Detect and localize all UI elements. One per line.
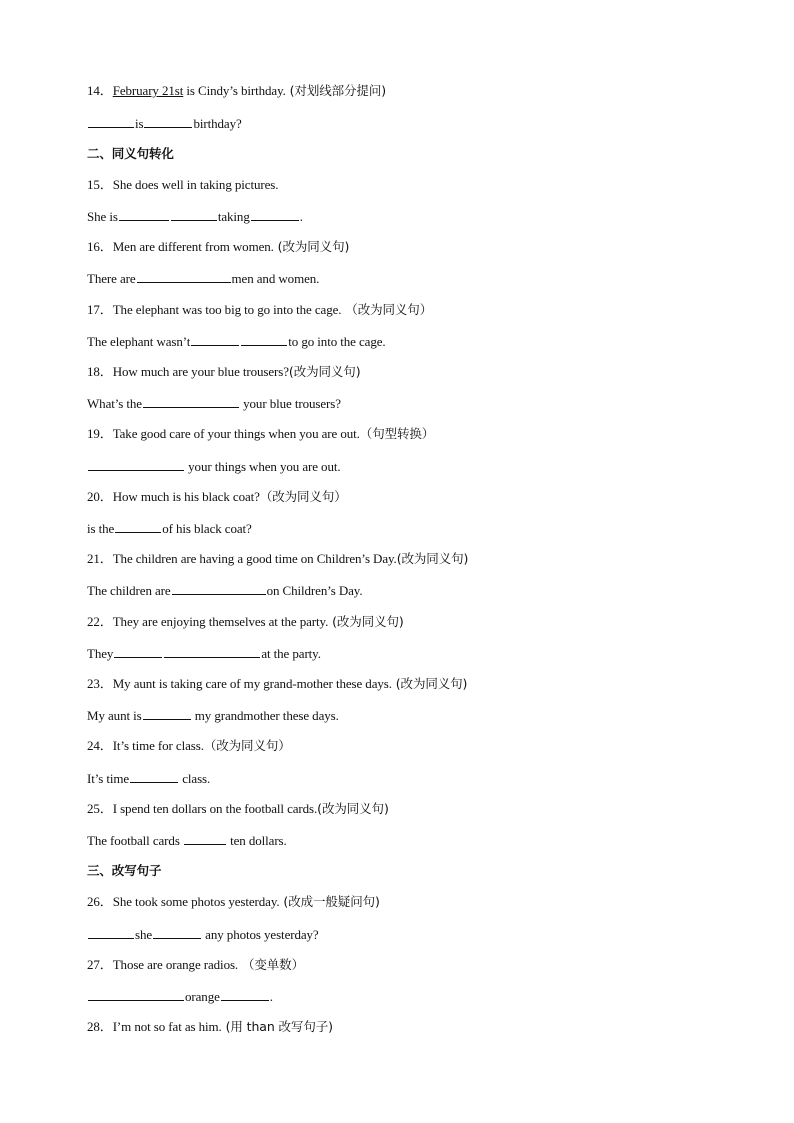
answer-text: is <box>135 116 144 131</box>
answer-blank[interactable] <box>241 333 287 346</box>
instruction-note: (用 than 改写句子) <box>221 1019 333 1034</box>
question-number: 24． <box>87 738 113 753</box>
instruction-note: （变单数） <box>238 957 304 972</box>
instruction-note: (改为同义句) <box>391 676 468 691</box>
question-number: 18． <box>87 364 113 379</box>
question-15 <box>87 177 278 193</box>
answer-26 <box>87 926 319 943</box>
answer-text: at the party. <box>261 646 321 661</box>
answer-blank[interactable] <box>171 208 217 221</box>
instruction-note: (改为同义句) <box>328 614 404 629</box>
answer-text: There are <box>87 271 136 286</box>
answer-blank[interactable] <box>88 988 184 1001</box>
question-text: She does well in taking pictures. <box>112 177 279 192</box>
question-number: 20． <box>87 489 113 504</box>
question-number: 16． <box>87 239 113 254</box>
section-heading-3: 三、改写句子 <box>87 863 162 878</box>
question-text: Those are orange radios. <box>112 957 239 972</box>
answer-text: My aunt is <box>87 708 142 723</box>
question-text: I spend ten dollars on the football cards. <box>112 801 318 816</box>
answer-blank[interactable] <box>88 115 134 128</box>
answer-blank[interactable] <box>164 645 260 658</box>
question-number: 26． <box>87 894 113 909</box>
answer-text: is the <box>87 521 115 536</box>
answer-blank[interactable] <box>115 520 161 533</box>
answer-22 <box>87 645 321 662</box>
answer-27 <box>87 988 273 1005</box>
question-number: 28． <box>87 1019 113 1034</box>
answer-text: orange <box>185 989 220 1004</box>
answer-blank[interactable] <box>88 926 134 939</box>
question-18 <box>87 364 360 380</box>
answer-21 <box>87 582 363 599</box>
answer-blank[interactable] <box>221 988 269 1001</box>
answer-blank[interactable] <box>251 208 299 221</box>
answer-text: your things when you are out. <box>185 459 341 474</box>
answer-blank[interactable] <box>130 770 178 783</box>
instruction-note: (改为同义句) <box>396 551 469 566</box>
instruction-note: (改成一般疑问句) <box>279 894 380 909</box>
question-16 <box>87 239 349 255</box>
question-text: The elephant was too big to go into the cage. <box>112 302 342 317</box>
answer-15 <box>87 208 303 225</box>
instruction-note: （句型转换） <box>359 426 435 441</box>
answer-text: she <box>135 927 153 942</box>
answer-text: on Children’s Day. <box>266 583 363 598</box>
question-28 <box>87 1019 333 1035</box>
answer-14 <box>87 115 242 132</box>
answer-text: taking <box>217 209 250 224</box>
question-20 <box>87 489 347 505</box>
question-text: It’s time for class. <box>112 738 204 753</box>
question-text: My aunt is taking care of my grand-mother these days. <box>112 676 392 691</box>
question-22 <box>87 614 404 630</box>
answer-text: any photos yesterday? <box>202 927 319 942</box>
question-number: 19． <box>87 426 113 441</box>
answer-text: your blue trousers? <box>239 396 341 411</box>
question-27 <box>87 957 304 973</box>
question-text: How much are your blue trousers? <box>112 364 289 379</box>
question-text: The children are having a good time on Children’s Day. <box>112 551 397 566</box>
answer-text: The children are <box>87 583 171 598</box>
answer-17 <box>87 333 386 350</box>
answer-text: of his black coat? <box>162 521 252 536</box>
answer-blank[interactable] <box>184 832 226 845</box>
instruction-note: (改为同义句) <box>317 801 389 816</box>
question-number: 21． <box>87 551 113 566</box>
question-number: 23． <box>87 676 113 691</box>
question-23 <box>87 676 467 692</box>
answer-19 <box>87 458 341 475</box>
question-text: I’m not so fat as him. <box>112 1019 222 1034</box>
answer-16 <box>87 270 319 287</box>
answer-text: They <box>87 646 114 661</box>
question-text: Men are different from women. <box>112 239 274 254</box>
question-19 <box>87 426 434 442</box>
underlined-phrase: February 21st <box>112 83 184 98</box>
answer-blank[interactable] <box>119 208 169 221</box>
question-number: 27． <box>87 957 113 972</box>
answer-blank[interactable] <box>137 270 231 283</box>
question-24 <box>87 738 291 754</box>
instruction-note: （改为同义句） <box>341 302 433 317</box>
answer-text: my grandmother these days. <box>191 708 339 723</box>
answer-text: She is <box>87 209 118 224</box>
answer-text: It’s time <box>87 771 130 786</box>
answer-23 <box>87 707 339 724</box>
section-heading-2: 二、同义句转化 <box>87 146 174 161</box>
answer-25 <box>87 832 287 849</box>
answer-blank[interactable] <box>114 645 162 658</box>
question-text: Take good care of your things when you are out. <box>112 426 360 441</box>
answer-text: The football cards <box>87 833 183 848</box>
question-number: 22． <box>87 614 113 629</box>
question-21 <box>87 551 468 567</box>
answer-text: What’s the <box>87 396 142 411</box>
answer-text: The elephant wasn’t <box>87 334 191 349</box>
question-number: 14． <box>87 83 113 98</box>
answer-text: . <box>299 209 303 224</box>
instruction-note: (对划线部分提问) <box>285 83 387 98</box>
answer-text: men and women. <box>231 271 320 286</box>
question-17 <box>87 302 432 318</box>
answer-20 <box>87 520 252 537</box>
instruction-note: (改为同义句) <box>273 239 350 254</box>
question-number: 15． <box>87 177 113 192</box>
question-number: 25． <box>87 801 113 816</box>
answer-blank[interactable] <box>172 582 266 595</box>
answer-blank[interactable] <box>144 115 192 128</box>
answer-text: class. <box>179 771 211 786</box>
answer-blank[interactable] <box>191 333 239 346</box>
answer-text: ten dollars. <box>226 833 287 848</box>
answer-blank[interactable] <box>143 707 191 720</box>
question-text: She took some photos yesterday. <box>112 894 280 909</box>
instruction-note: (改为同义句) <box>288 364 361 379</box>
answer-blank[interactable] <box>143 395 239 408</box>
question-text: They are enjoying themselves at the party. <box>112 614 329 629</box>
question-text: is Cindy’s birthday. <box>183 83 286 98</box>
instruction-note: （改为同义句） <box>259 489 347 504</box>
answer-blank[interactable] <box>153 926 201 939</box>
answer-blank[interactable] <box>88 458 184 471</box>
question-number: 17． <box>87 302 113 317</box>
instruction-note: （改为同义句） <box>203 738 291 753</box>
question-14 <box>87 83 386 99</box>
answer-18 <box>87 395 341 412</box>
answer-24 <box>87 770 210 787</box>
question-25 <box>87 801 389 817</box>
answer-text: . <box>269 989 273 1004</box>
question-26 <box>87 894 380 910</box>
answer-text: birthday? <box>193 116 242 131</box>
question-text: How much is his black coat? <box>112 489 260 504</box>
answer-text: to go into the cage. <box>288 334 386 349</box>
